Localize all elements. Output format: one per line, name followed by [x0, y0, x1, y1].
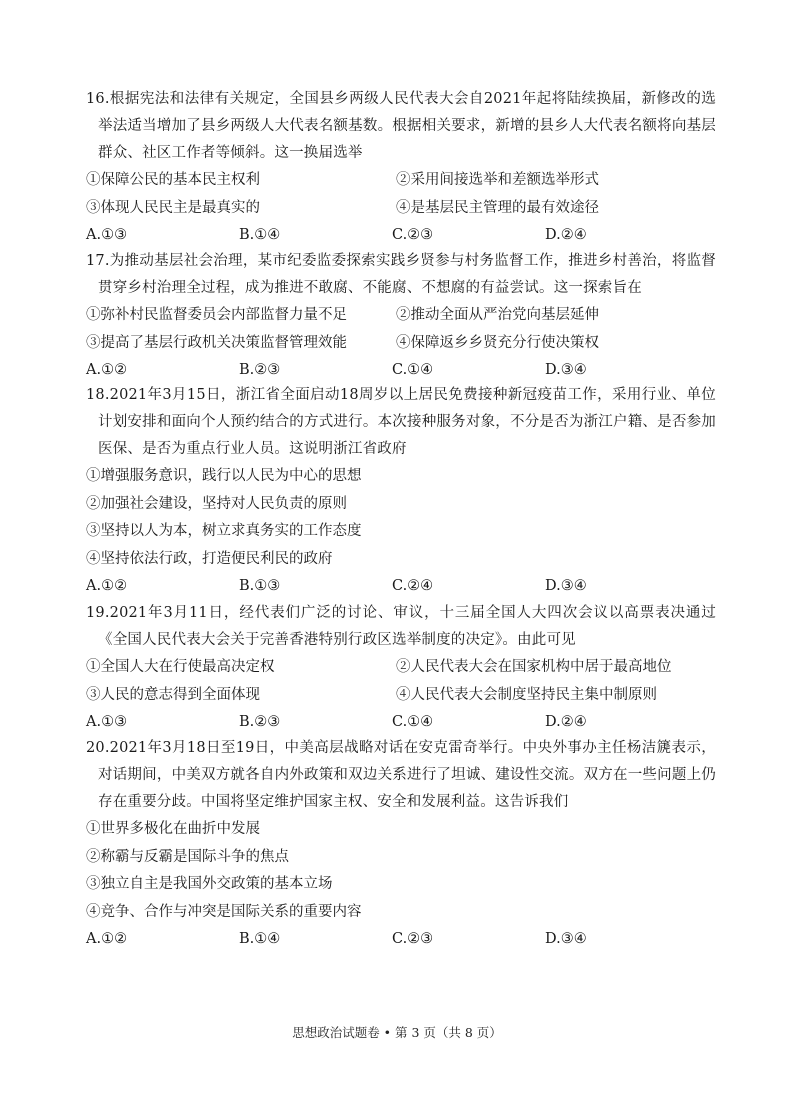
statement-1: ①弥补村民监督委员会内部监督力量不足 — [86, 307, 347, 323]
statement-row — [86, 682, 716, 710]
answer-options — [86, 709, 716, 737]
option-c: C.①④ — [392, 362, 434, 378]
statement-4: ④是基层民主管理的最有效途径 — [396, 199, 599, 216]
statement-3: ③人民的意志得到全面体现 — [86, 686, 260, 703]
answer-options — [86, 573, 716, 601]
option-b: B.①③ — [239, 578, 281, 594]
option-c: C.②③ — [392, 227, 434, 243]
statement-1: ①增强服务意识，践行以人民为中心的思想 — [86, 468, 362, 484]
statement-row — [86, 654, 716, 682]
statement-row — [86, 302, 716, 330]
statement-3: ③坚持以人为本，树立求真务实的工作态度 — [86, 523, 362, 539]
question-stem: 20.2021年3月18日至19日，中美高层战略对话在安克雷奇举行。中央外事办主任杨洁篪表示，对话期间，中美双方就各自内外政策和双边关系进行了坦诚、建设性交流。双方在一些问题上仍存在重要分歧。中国将坚定维护国家主权、安全和发展利益。这告诉我们 — [86, 740, 716, 810]
option-d: D.③④ — [545, 931, 587, 947]
statement-row — [86, 195, 716, 223]
question-16 — [86, 86, 716, 250]
question-stem: 19.2021年3月11日，经代表们广泛的讨论、审议，十三届全国人大四次会议以高票表决通过《全国人民代表大会关于完善香港特别行政区选举制度的决定》。由此可见 — [86, 605, 716, 648]
statement-4: ④人民代表大会制度坚持民主集中制原则 — [396, 686, 657, 703]
option-a: A.①③ — [86, 714, 128, 730]
option-b: B.②③ — [239, 714, 281, 730]
answer-options — [86, 222, 716, 250]
option-b: B.①④ — [239, 227, 281, 243]
question-stem: 16.根据宪法和法律有关规定，全国县乡两级人民代表大会自2021年起将陆续换届，新修改的选举法适当增加了县乡两级人大代表名额基数。根据相关要求，新增的县乡人大代表名额将向基层群众、社区工作者等倾斜。这一换届选举 — [86, 91, 716, 161]
option-a: A.①② — [86, 931, 128, 947]
statement-2: ②推动全面从严治党向基层延伸 — [396, 307, 599, 323]
option-b: B.②③ — [239, 362, 281, 378]
statement-3: ③提高了基层行政机关决策监督管理效能 — [86, 334, 347, 351]
statement-2: ②人民代表大会在国家机构中居于最高地位 — [396, 659, 672, 675]
option-a: A.①② — [86, 578, 128, 594]
statement-3: ③独立自主是我国外交政策的基本立场 — [86, 876, 333, 892]
answer-options — [86, 926, 716, 954]
option-d: D.②④ — [545, 227, 587, 243]
statement-3: ③体现人民民主是最真实的 — [86, 199, 260, 216]
option-a: A.①③ — [86, 227, 128, 243]
statement-2: ②采用间接选举和差额选举形式 — [396, 172, 599, 188]
option-a: A.①② — [86, 362, 128, 378]
question-20 — [86, 735, 716, 954]
statement-1: ①世界多极化在曲折中发展 — [86, 821, 260, 837]
statement-4: ④坚持依法行政，打造便民利民的政府 — [86, 550, 333, 567]
question-18 — [86, 382, 716, 601]
option-c: C.①④ — [392, 714, 434, 730]
question-stem: 17.为推动基层社会治理，某市纪委监委探索实践乡贤参与村务监督工作，推进乡村善治，将监督贯穿乡村治理全过程，成为推进不敢腐、不能腐、不想腐的有益尝试。这一探索旨在 — [86, 253, 716, 296]
question-17 — [86, 248, 716, 385]
statement-4: ④竞争、合作与冲突是国际关系的重要内容 — [86, 903, 362, 920]
statement-row — [86, 330, 716, 358]
question-19 — [86, 600, 716, 737]
option-d: D.②④ — [545, 714, 587, 730]
statement-4: ④保障返乡乡贤充分行使决策权 — [396, 334, 599, 351]
statement-row — [86, 167, 716, 195]
answer-options — [86, 357, 716, 385]
statement-1: ①保障公民的基本民主权利 — [86, 172, 260, 188]
option-c: C.②③ — [392, 931, 434, 947]
question-stem: 18.2021年3月15日，浙江省全面启动18周岁以上居民免费接种新冠疫苗工作，采用行业、单位计划安排和面向个人预约结合的方式进行。本次接种服务对象，不分是否为浙江户籍、是否参加医保、是否为重点行业人员。这说明浙江省政府 — [86, 387, 716, 457]
statement-1: ①全国人大在行使最高决定权 — [86, 659, 275, 675]
page-footer: 思想政治试题卷 • 第 3 页（共 8 页） — [292, 1025, 502, 1040]
statement-2: ②加强社会建设，坚持对人民负责的原则 — [86, 495, 347, 512]
option-d: D.③④ — [545, 362, 587, 378]
option-d: D.③④ — [545, 578, 587, 594]
option-b: B.①④ — [239, 931, 281, 947]
statement-2: ②称霸与反霸是国际斗争的焦点 — [86, 848, 289, 865]
option-c: C.②④ — [392, 578, 434, 594]
